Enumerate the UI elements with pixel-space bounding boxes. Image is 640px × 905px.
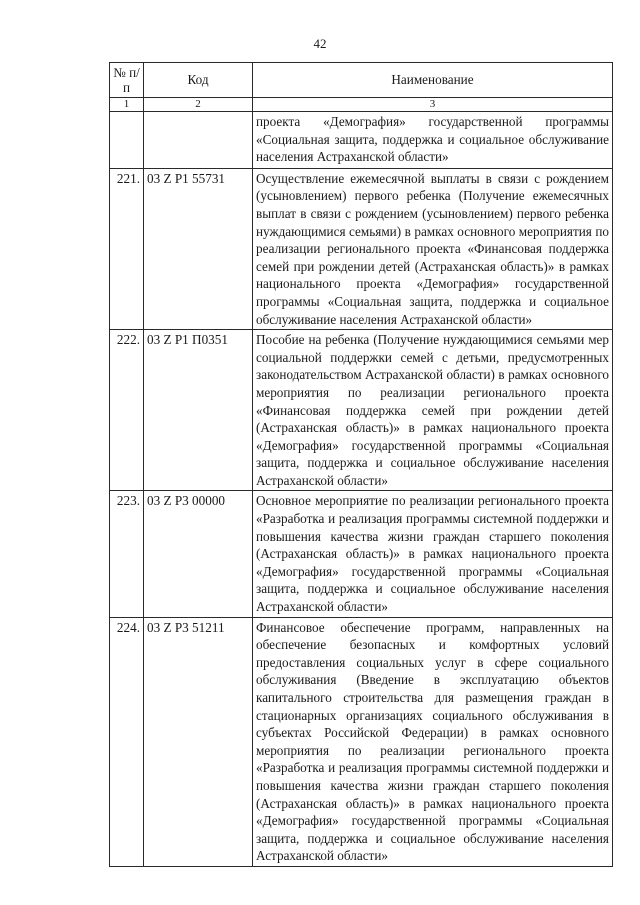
row-code: 03 Z P1 55731 — [144, 168, 253, 329]
table-row — [110, 617, 613, 866]
row-name: Основное мероприятие по реализации регионального проекта «Разработка и реализация программы системной поддержки и повышения качества жизни граждан старшего поколения (Астраханская область)» в рамках национального проекта «Демография» государственной программы «Социальная защита, поддержка и социальное обслуживание населения Астраханской области» — [253, 491, 613, 617]
row-number: 221. — [110, 168, 144, 329]
row-code: 03 Z P1 П0351 — [144, 330, 253, 491]
table-row — [110, 330, 613, 491]
table-row — [110, 491, 613, 617]
column-number-row — [110, 98, 613, 112]
row-name: Осуществление ежемесячной выплаты в связи с рождением (усыновлением) первого ребенка (Получение ежемесячных выплат в связи с рождением (усыновлением) первого ребенка нуждающимися семьями) в рамках основного мероприятия по реализации регионального проекта «Финансовая поддержка семей при рождении детей (Астраханская область)» в рамках национального проекта «Демография» государственной программы «Социальная защита, поддержка и социальное обслуживание населения Астраханской области» — [253, 168, 613, 329]
column-number-1: 1 — [110, 98, 144, 112]
header-number: № п/п — [110, 63, 144, 98]
row-code — [144, 112, 253, 169]
row-code: 03 Z P3 00000 — [144, 491, 253, 617]
row-code: 03 Z P3 51211 — [144, 617, 253, 866]
table-header — [110, 63, 613, 112]
row-name: Пособие на ребенка (Получение нуждающимися семьями мер социальной поддержки семей с детьми, предусмотренных законодательством Астраханской области) в рамках основного мероприятия по реализации регионального проекта «Финансовая поддержка семей при рождении детей (Астраханская область)» в рамках национального проекта «Демография» государственной программы «Социальная защита, поддержка и социальное обслуживание населения Астраханской области» — [253, 330, 613, 491]
header-code: Код — [144, 63, 253, 98]
budget-code-table — [109, 62, 613, 867]
row-number: 222. — [110, 330, 144, 491]
row-name: Финансовое обеспечение программ, направленных на обеспечение безопасных и комфортных условий предоставления социальных услуг в сфере социального обслуживания (Введение в эксплуатацию объектов капитального строительства для размещения граждан в стационарных организациях социального обслуживания в субъектах Российской Федерации) в рамках основного мероприятия по реализации регионального проекта «Разработка и реализация программы системной поддержки и повышения качества жизни граждан старшего поколения (Астраханская область)» в рамках национального проекта «Демография» государственной программы «Социальная защита, поддержка и социальное обслуживание населения Астраханской области» — [253, 617, 613, 866]
row-number: 224. — [110, 617, 144, 866]
row-number — [110, 112, 144, 169]
page-number: 42 — [313, 36, 327, 51]
header-name: Наименование — [253, 63, 613, 98]
row-number: 223. — [110, 491, 144, 617]
table-row — [110, 168, 613, 329]
row-name: проекта «Демография» государственной программы «Социальная защита, поддержка и социальное обслуживание населения Астраханской области» — [253, 112, 613, 169]
column-number-2: 2 — [144, 98, 253, 112]
column-number-3: 3 — [253, 98, 613, 112]
continuation-row — [110, 112, 613, 169]
